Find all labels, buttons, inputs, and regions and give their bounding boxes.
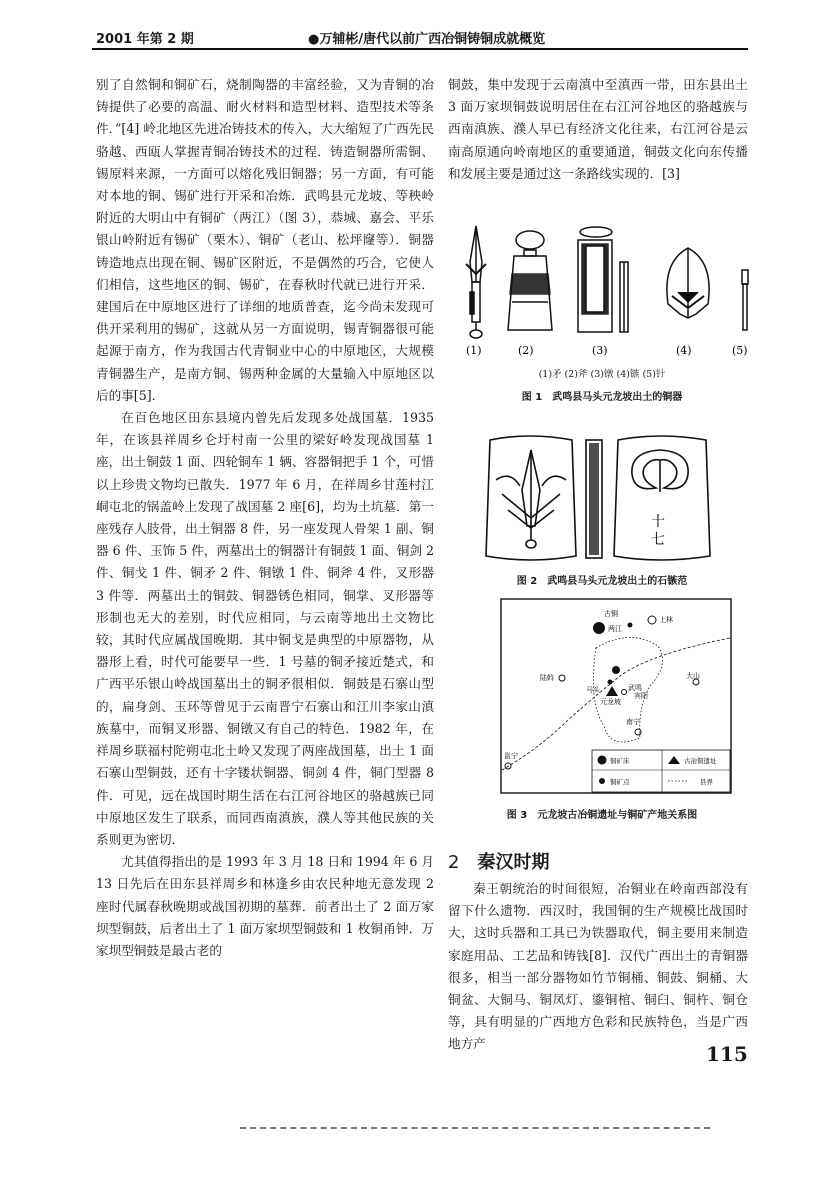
- map-place: 古铜: [604, 610, 618, 618]
- paragraph: 铜鼓，集中发现于云南滇中至滇西一带，田东县出土 3 面万家坝铜鼓说明居住在右江河谷地区的骆越族与西南滇族、濮人早已有经济文化往来，右江河谷是云南高原通向岭南地区的重要通道，铜鼓文化向东传播和发展主要是通过这一条路线实现的．[3]: [448, 77, 748, 181]
- copper-ore-marker: [612, 666, 620, 674]
- page-number: 115: [706, 1042, 748, 1066]
- section-title: 秦汉时期: [477, 852, 550, 873]
- arrowhead-drawing: [667, 248, 709, 318]
- site-marker: [606, 686, 618, 696]
- map-place: 马头: [586, 686, 600, 694]
- paragraph: 别了自然铜和铜矿石，烧制陶器的丰富经验，又为青铜的冶铸提供了必要的高温、耐火材料和造型材料、造型技术等条件．”[4] 岭北地区先进冶铸技术的传入，大大缩短了广西先民骆越、西瓯人掌握青铜冶铸技术的过程．铸造铜器所需铜、锡原料来源，一方面可以熔化残旧铜器；另一方面，有可能对本地的铜、锡矿进行开采和冶炼．武鸣县元龙坡、等秧岭附近的大明山中有铜矿（两江）（图 3），恭城、嘉会、平乐银山岭附近有锡矿（栗木）、铜矿（老山、松坪窿等）．铜器铸造地点出现在铜、锡矿区附近，不是偶然的巧合，它使人们相信，这些地区的铜、锡矿，在春秋时代就已进行开采．建国后在中原地区进行了详细的地质普查，迄今尚未发现可供开采利用的锡矿，这就从另一方面说明，锡青铜器很可能起源于南方，作为我国古代青铜业中心的中原地区，大规模青铜器生产，是南方铜、锡两种金属的大量输入中原地区以后的事[5]．: [96, 77, 434, 403]
- paragraph: 在百色地区田东县境内曾先后发现多处战国墓．1935 年，在该县祥周乡仑圩村南一公里的梁好岭发现战国墓 1 座，出土铜鼓 1 面、四轮铜车 1 辆、容器铜把手 1 个，可惜以上珍贵文物均已散失．1977 年 6 月，在祥周乡甘莲村江峒屯北的锅盖岭上发现了战国墓 2 座[6]，均为土坑墓．第一座残存人肢骨，出土铜器 8 件，另一座发现人骨架 1 副、铜器 6 件、玉饰 5 件，两墓出土的铜器计有铜鼓 1 面、铜剑 2 件、铜戈 1 件、铜矛 2 件、铜镦 1 件、铜斧 4 件，叉形器 3 件等．两墓出土的铜鼓、铜器锈色相同，铜掌、叉形器等形制也无大的差别，时代应相同，与云南等地出土文物比较，其时代应属战国晚期．其中铜戈是典型的中原器物，从器形上看，时代可能要早一些．1 号墓的铜矛接近楚式，和广西平乐银山岭战国墓出土的铜矛很相似．铜鼓是石寨山型的，扁身剑、玉环等曾见于云南晋宁石寨山和江川李家山滇族墓中，而铜叉形器、铜镦又有自己的特色．1982 年，在祥周乡联福村陀朔屯北土岭又发现了两座战国墓，出土 1 面石寨山型铜鼓，还有十字镂状铜器、铜剑 4 件，铜门型器 8 件．可见，远在战国时期生活在右江河谷地区的骆越族已同中原地区发生了联系，而同西南滇族，濮人等其他民族的关系则更为密切．: [96, 410, 434, 847]
- section-heading: [448, 848, 748, 874]
- figure-2-caption: 图 2 武鸣县马头元龙坡出土的石镞范: [516, 576, 688, 587]
- map-place: 两江: [608, 625, 622, 633]
- figure-2-moulds: [480, 430, 720, 568]
- town-marker: [559, 675, 565, 681]
- mould-side-drawing: [586, 440, 602, 558]
- figure-1-label: (4): [676, 344, 692, 357]
- map-place: 大山: [686, 672, 700, 680]
- left-column: [96, 74, 434, 962]
- figure-1-label: (2): [518, 344, 534, 357]
- map-legend: [592, 750, 730, 792]
- map-place: 宾阳: [634, 692, 648, 700]
- copper-deposit-marker: [593, 622, 605, 634]
- figure-1-caption: 图 1 武鸣县马头元龙坡出土的铜器: [521, 392, 683, 403]
- axe-drawing: [508, 231, 552, 330]
- mould-left-drawing: [486, 436, 576, 560]
- right-column-top: [448, 74, 748, 185]
- map-place: 陆斡: [540, 674, 554, 682]
- copper-ore-marker: [608, 680, 613, 685]
- legend-label: 古冶铜遗址: [684, 757, 717, 765]
- town-marker: [622, 690, 627, 695]
- figure-3-map: [500, 598, 732, 794]
- map-place: 武鸣: [628, 684, 642, 692]
- section-number: 2: [448, 852, 460, 873]
- journal-issue: 2001 年第 2 期: [96, 32, 194, 47]
- spear-drawing: [466, 226, 486, 338]
- header-rule: [92, 48, 748, 50]
- mould-marks: 十七: [651, 514, 665, 548]
- needle-drawing: [742, 270, 748, 330]
- legend-label: 铜矿点: [610, 778, 630, 786]
- town-marker: [628, 623, 633, 628]
- figure-1-artifacts: [452, 222, 752, 362]
- figure-3-caption: 图 3 元龙坡古冶铜遗址与铜矿产地关系图: [506, 810, 698, 821]
- map-place: 元龙坡: [600, 698, 621, 706]
- map-place: 邕宁: [504, 752, 518, 760]
- map-place: 上林: [659, 616, 673, 624]
- right-column-section: [448, 878, 748, 1056]
- map-place: 南宁: [626, 718, 640, 726]
- paragraph: 秦王朝统治的时间很短，冶铜业在岭南西部没有留下什么遗物．西汉时，我国铜的生产规模比战国时大，这时兵器和工具已为铁器取代，铜主要用来制造家庭用品、工艺品和铸钱[8]．汉代广西出土的青铜器很多，相当一部分器物如竹节铜桶、铜鼓、铜桶、大铜盆、大铜马、铜凤灯、鎏铜棺、铜臼、铜杵、铜仓等，具有明显的广西地方色彩和民族特色，当是广西地方产: [448, 881, 748, 1052]
- article-running-title: ●万辅彬/唐代以前广西冶铜铸铜成就概览: [308, 32, 546, 47]
- footer-rule: [240, 1127, 710, 1129]
- town-marker: [648, 616, 656, 624]
- figure-1-label: (5): [732, 344, 748, 357]
- figure-1-subcaption: (1)矛 (2)斧 (3)镦 (4)镞 (5)针: [538, 369, 666, 380]
- paragraph: 尤其值得指出的是 1993 年 3 月 18 日和 1994 年 6 月 13 日先后在田东县祥周乡和林逢乡由农民种地无意发现 2 座时代属春秋晚期或战国初期的墓葬．前者出土了 2 面万家坝型铜鼓，后者出土了 1 面万家坝型铜鼓和 1 枚铜甬钟．万家坝型铜鼓是最古老的: [96, 854, 434, 958]
- figure-1-label: (1): [466, 344, 482, 357]
- running-header: [96, 22, 736, 50]
- legend-label: 铜矿床: [610, 757, 630, 765]
- figure-1-label: (3): [592, 344, 608, 357]
- legend-label: 县界: [700, 778, 713, 786]
- zun-drawing: [578, 227, 628, 332]
